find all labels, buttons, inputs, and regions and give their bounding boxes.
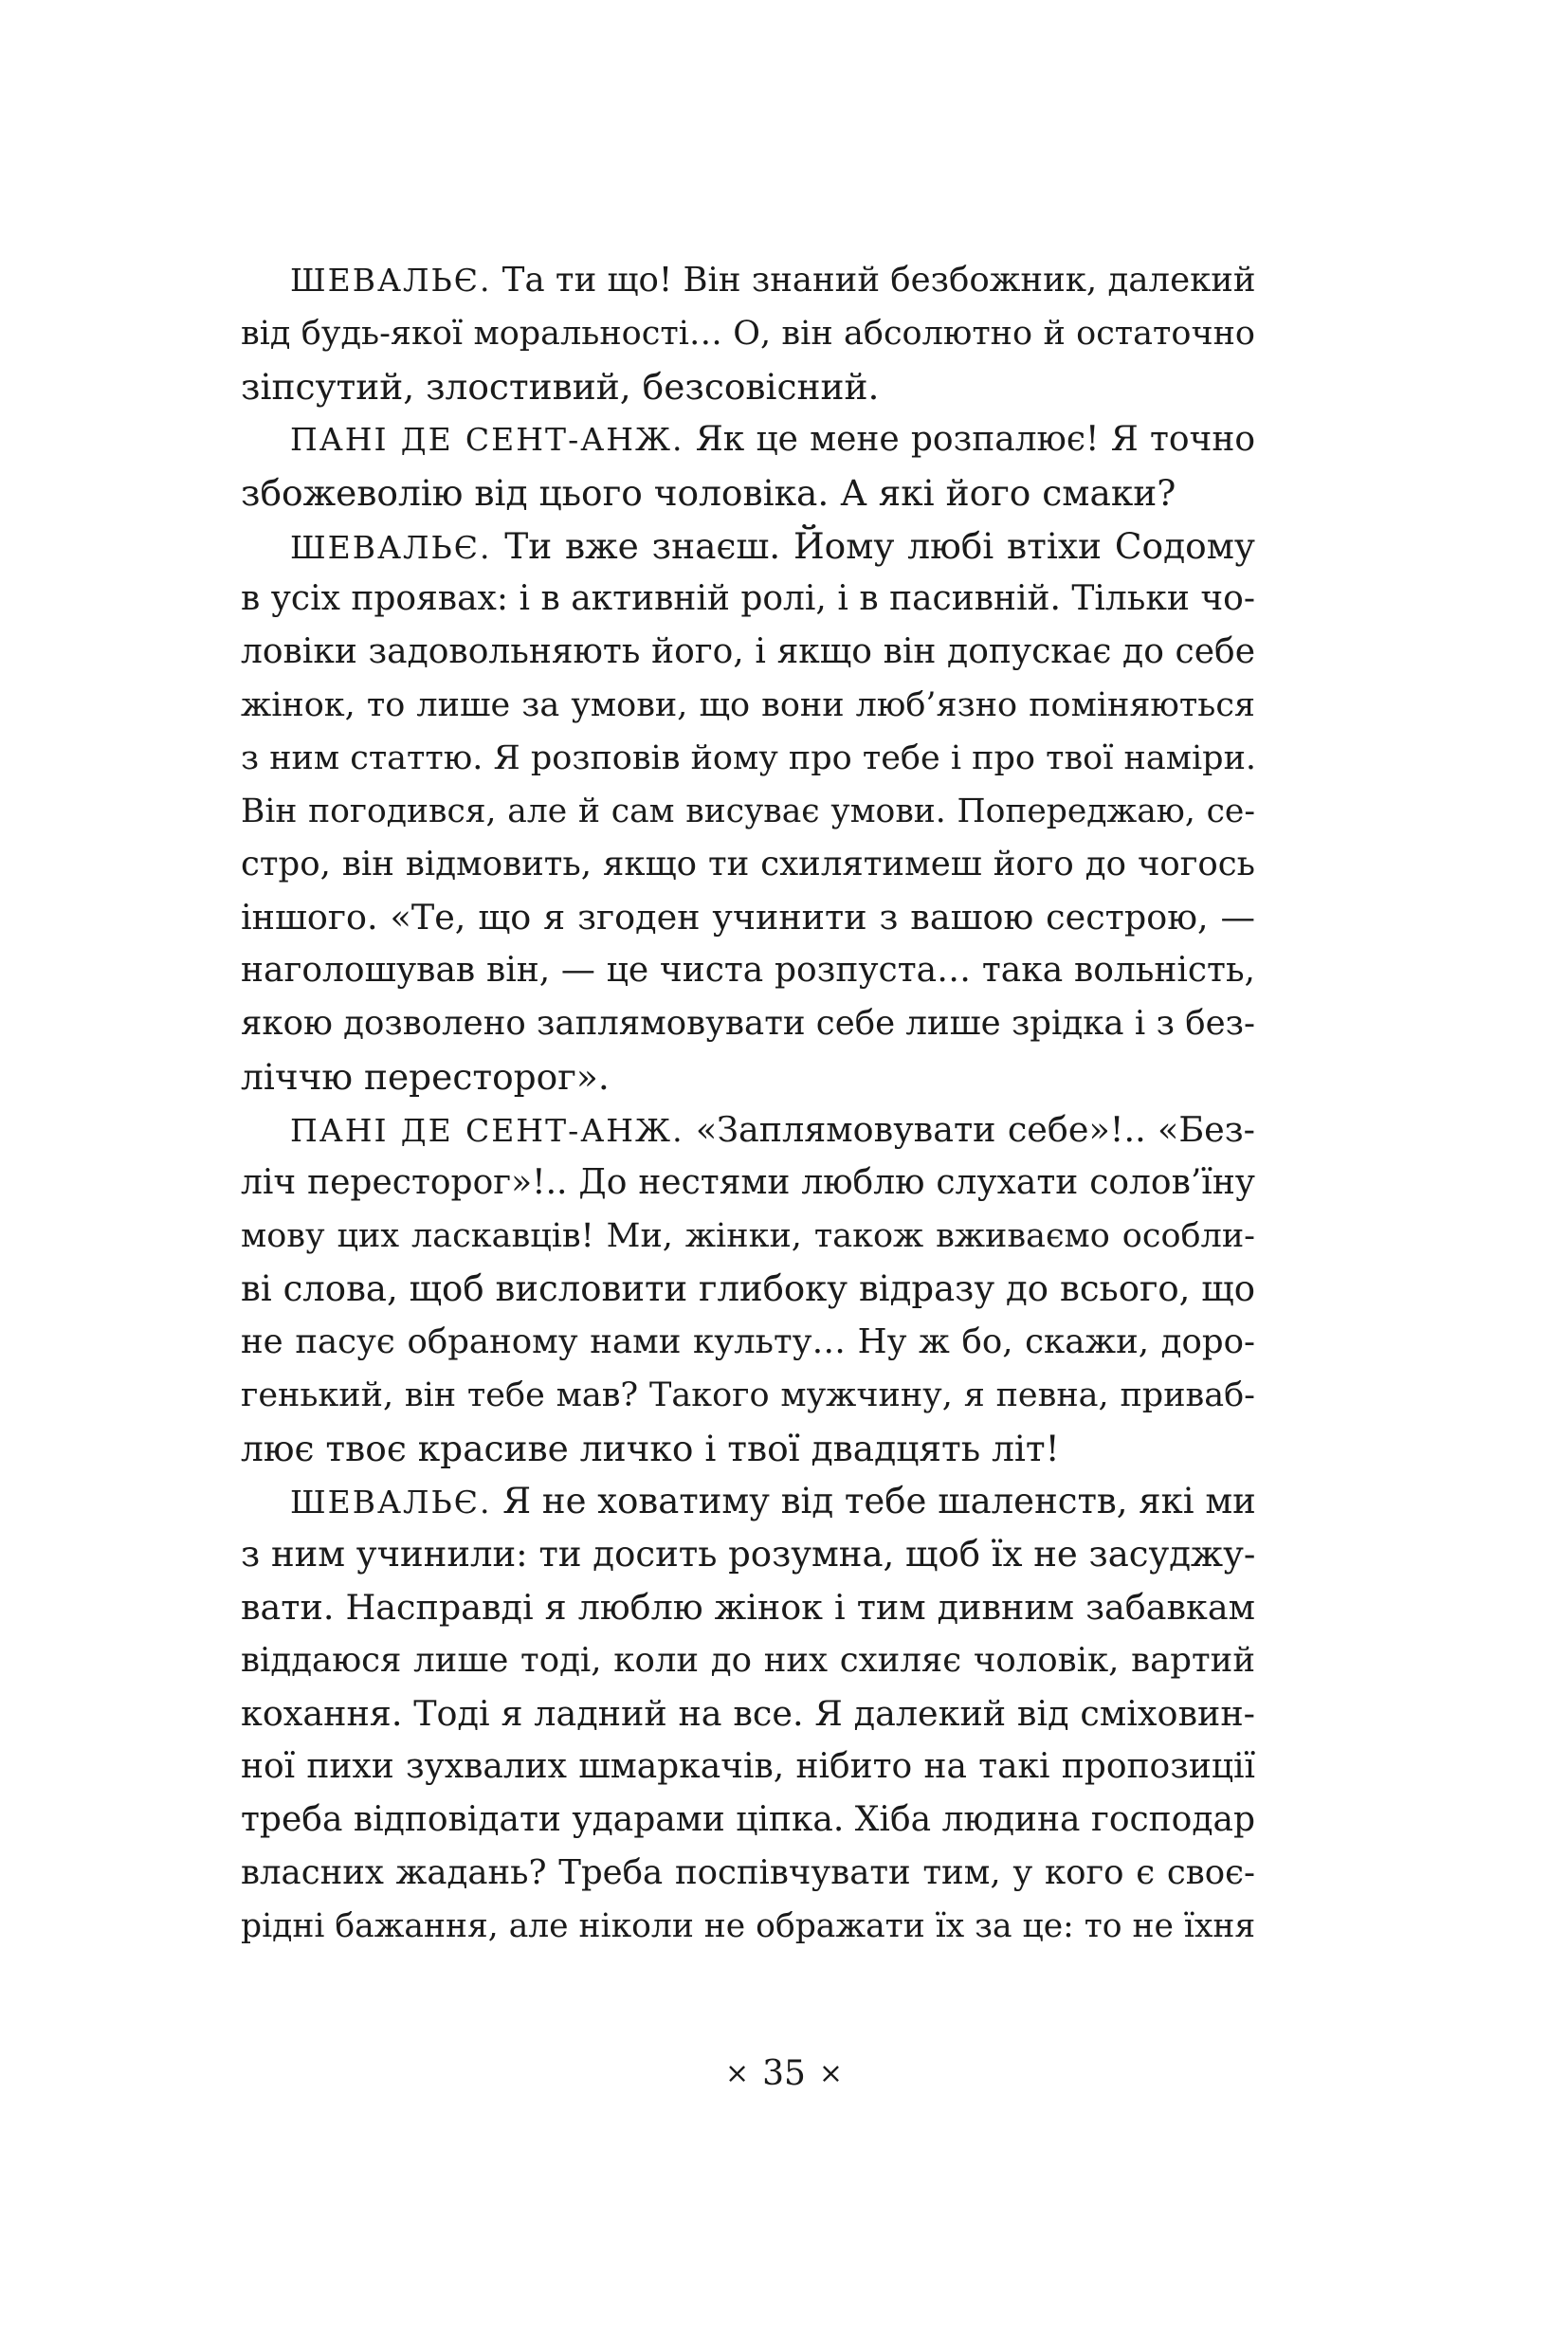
text-line (241, 1050, 1255, 1103)
text-line (241, 1794, 1255, 1847)
line-text: стро, він відмовить, якщо ти схилятимеш його до чогось (241, 845, 1255, 884)
line-text: рідні бажання, але ніколи не ображати їх за це: то не їхня (241, 1907, 1256, 1945)
text-line (241, 1581, 1255, 1634)
line-text: з ним учинили: ти досить розумна, щоб їх не засуджу- (241, 1534, 1256, 1575)
line-text: кохання. Тоді я ладний на все. Я далекий від сміховин- (241, 1693, 1255, 1734)
line-text: наголошував він, — це чиста розпуста… така вольність, (241, 951, 1255, 990)
text-line (290, 519, 1255, 574)
speaker-name: ШЕВАЛЬЄ. (290, 262, 492, 299)
ornament-cross-icon: × (818, 2057, 844, 2090)
text-line (241, 1316, 1255, 1369)
line-text: не пасує обраному нами культу… Ну ж бо, скажи, доро- (241, 1322, 1255, 1361)
line-text: треба відповідати ударами ціпка. Хіба людина господар (241, 1800, 1255, 1839)
text-line (241, 1210, 1255, 1263)
speaker-name: ШЕВАЛЬЄ. (290, 1484, 492, 1521)
line-text: власних жадань? Треба поспівчувати тим, у кого є своє- (241, 1853, 1255, 1892)
page-number: 35 (762, 2054, 806, 2093)
line-text: Ти вже знаєш. Йому любі втіхи Содому (491, 525, 1255, 567)
text-line (241, 1687, 1255, 1740)
speaker-name: ШЕВАЛЬЄ. (290, 529, 492, 566)
line-text: з ним статтю. Я розповів йому про тебе і про твої наміри. (241, 739, 1257, 777)
text-line (241, 785, 1255, 838)
text-line (241, 466, 1255, 519)
line-text: ної пихи зухвалих шмаркачів, нібито на такі пропозиції (241, 1747, 1255, 1786)
line-text: іншого. «Те, що я згоден учинити з вашою сестрою, — (241, 897, 1255, 938)
text-line (241, 1263, 1255, 1316)
text-line (241, 997, 1255, 1050)
line-text: ловіки задовольняють його, і якщо він допускає до себе (241, 632, 1255, 671)
text-line (241, 360, 1255, 413)
ornament-cross-icon: × (724, 2057, 750, 2090)
text-line (241, 1740, 1255, 1794)
text-line (241, 944, 1255, 997)
line-text: зіпсутий, злостивий, безсовісний. (241, 366, 880, 408)
line-text: збожеволію від цього чоловіка. А які його смаки? (241, 472, 1176, 514)
line-text: від будь-якої моральності… О, він абсолютно й остаточно (241, 315, 1255, 353)
text-line (241, 626, 1255, 679)
line-text: Він погодився, але й сам висуває умови. Попереджаю, се- (241, 792, 1255, 830)
line-text: ві слова, щоб висловити глибоку відразу до всього, що (241, 1268, 1255, 1309)
text-line (241, 1900, 1255, 1953)
text-line (241, 1157, 1255, 1210)
speaker-name: ПАНІ ДЕ СЕНТ-АНЖ. (290, 421, 684, 458)
line-text: вати. Насправді я люблю жінок і тим дивним забавкам (241, 1587, 1255, 1628)
text-line (290, 254, 1255, 307)
line-text: Я не ховатиму від тебе шаленств, які ми (491, 1481, 1256, 1521)
text-line (290, 1103, 1255, 1157)
text-line (241, 732, 1255, 785)
text-line (241, 891, 1255, 944)
page-footer (0, 2050, 1568, 2098)
line-text: в усіх проявах: і в активній ролі, і в пасивній. Тільки чо- (241, 579, 1255, 618)
text-line (241, 573, 1255, 626)
line-text: генький, він тебе мав? Такого мужчину, я певна, приваб- (241, 1376, 1255, 1414)
line-text: якою дозволено заплямовувати себе лише зрідка і з без- (241, 1004, 1255, 1043)
line-text: віддаюся лише тоді, коли до них схиляє чоловік, вартий (241, 1641, 1255, 1680)
text-line (241, 1528, 1255, 1581)
line-text: Та ти що! Він знаний безбожник, далекий (491, 261, 1256, 300)
text-line (241, 1847, 1255, 1900)
text-line (241, 1369, 1255, 1422)
line-text: Як це мене розпалює! Я точно (684, 420, 1255, 459)
line-text: «Заплямовувати себе»!.. «Без- (684, 1109, 1255, 1150)
line-text: ліччю пересторог». (241, 1056, 610, 1098)
text-line (241, 307, 1255, 360)
text-line (290, 1475, 1255, 1529)
line-text: ліч пересторог»!.. До нестями люблю слухати солов’їну (241, 1163, 1255, 1202)
text-line (241, 1634, 1255, 1687)
line-text: лює твоє красиве личко і твої двадцять літ! (241, 1428, 1060, 1469)
text-line (241, 838, 1255, 891)
text-line (241, 679, 1255, 732)
line-text: жінок, то лише за умови, що вони люб’язно поміняються (241, 686, 1255, 724)
line-text: мову цих ласкавців! Ми, жінки, також вживаємо особли- (241, 1217, 1255, 1255)
text-line (241, 1422, 1255, 1475)
text-line (290, 413, 1255, 466)
speaker-name: ПАНІ ДЕ СЕНТ-АНЖ. (290, 1112, 684, 1149)
